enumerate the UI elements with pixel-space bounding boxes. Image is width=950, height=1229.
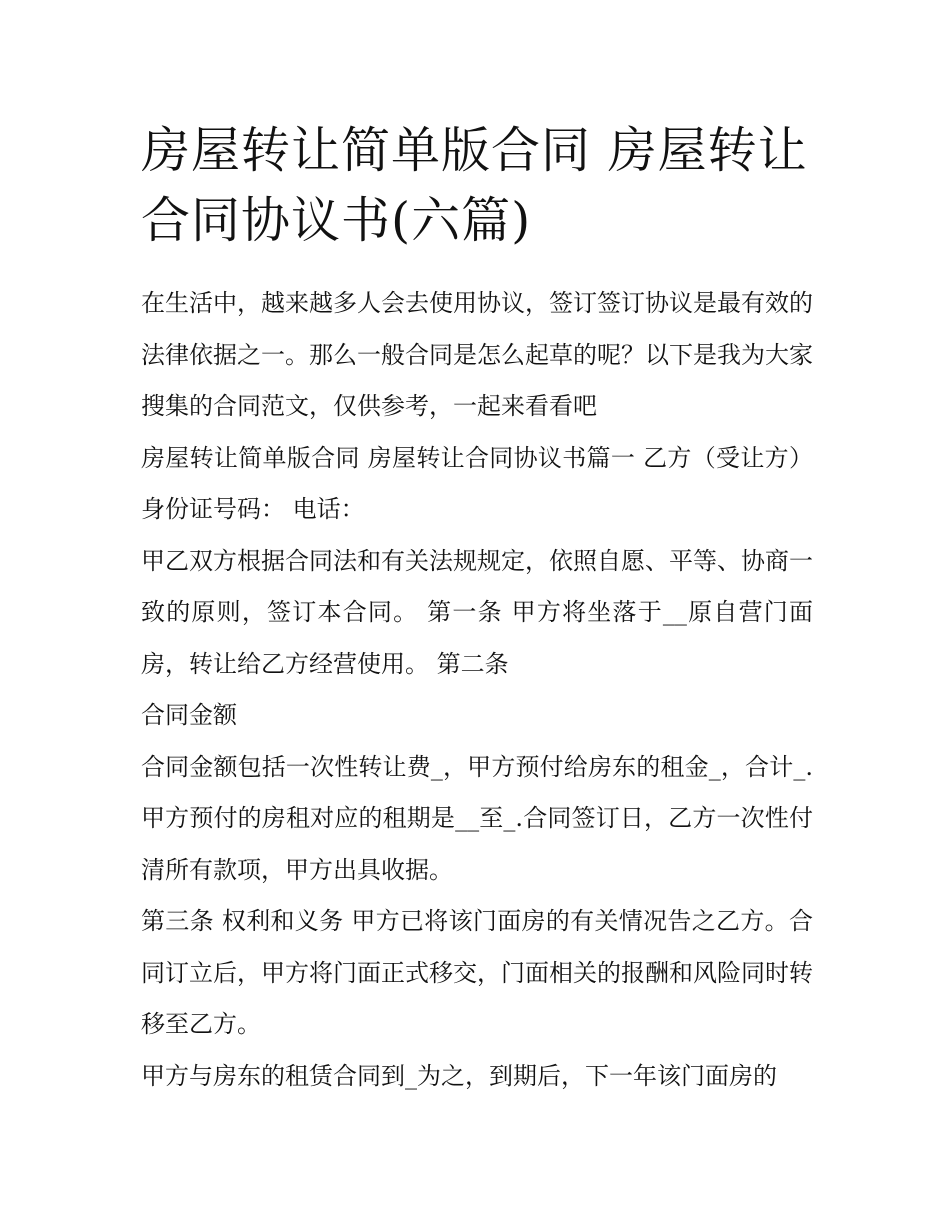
document-title: 房屋转让简单版合同 房屋转让合同协议书(六篇) — [141, 122, 808, 249]
paragraph-article-three: 第三条 权利和义务 甲方已将该门面房的有关情况告之乙方。合同订立后，甲方将门面正式移交，门面相关的报酬和风险同时转移至乙方。 — [141, 907, 813, 1038]
paragraph-intro: 在生活中，越来越多人会去使用协议，签订签订协议是最有效的法律依据之一。那么一般合同是怎么起草的呢？以下是我为大家搜集的合同范文，仅供参考，一起来看看吧 — [141, 289, 813, 420]
paragraph-lease-term: 甲方与房东的租赁合同到_为之，到期后，下一年该门面房的 — [141, 1061, 777, 1090]
paragraph-contract-amount: 合同金额包括一次性转让费_，甲方预付给房东的租金_，合计_.甲方预付的房租对应的租期是__至_.合同签订日，乙方一次性付清所有款项，甲方出具收据。 — [141, 752, 813, 884]
paragraph-contract-amount-heading: 合同金额 — [141, 701, 237, 729]
document-page — [141, 116, 813, 1102]
paragraph-section-heading: 房屋转让简单版合同 房屋转让合同协议书篇一 乙方（受让方） 身份证号码： 电话： — [141, 443, 813, 523]
paragraph-article-one: 甲乙双方根据合同法和有关法规规定，依照自愿、平等、协商一致的原则，签订本合同。 第一条 甲方将坐落于__原自营门面房，转让给乙方经营使用。 第二条 — [141, 546, 813, 678]
